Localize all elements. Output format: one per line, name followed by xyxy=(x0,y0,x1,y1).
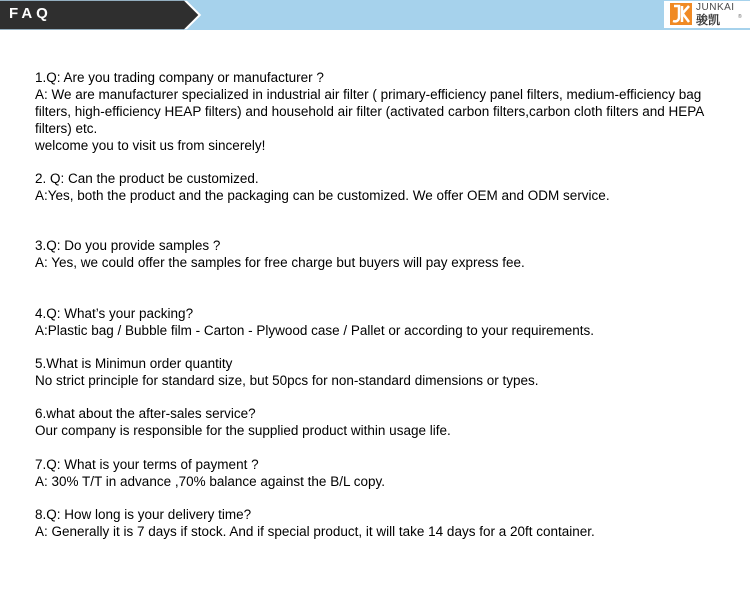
page-title: FAQ xyxy=(9,5,52,22)
faq-answer-6: Our company is responsible for the supplied product within usage life. xyxy=(35,423,451,438)
faq-item-3 xyxy=(35,237,735,271)
faq-answer-3: A: Yes, we could offer the samples for free charge but buyers will pay express fee. xyxy=(35,255,525,270)
faq-question-3: 3.Q: Do you provide samples ? xyxy=(35,238,221,253)
faq-question-8: 8.Q: How long is your delivery time? xyxy=(35,507,252,522)
faq-question-7: 7.Q: What is your terms of payment ? xyxy=(35,457,259,472)
faq-header xyxy=(0,0,750,30)
faq-item-7 xyxy=(35,456,735,490)
faq-answer-1-extra: welcome you to visit us from sincerely! xyxy=(35,138,266,153)
logo-reg-mark: ® xyxy=(738,14,742,20)
faq-answer-7: A: 30% T/T in advance ,70% balance against the B/L copy. xyxy=(35,474,385,489)
faq-item-2 xyxy=(35,170,735,204)
faq-answer-4: A:Plastic bag / Bubble film - Carton - Plywood case / Pallet or according to your requirements. xyxy=(35,323,595,338)
faq-question-1: 1.Q: Are you trading company or manufacturer ? xyxy=(35,70,324,85)
logo-brand-en: JUNKAI xyxy=(696,2,735,13)
faq-answer-5: No strict principle for standard size, but 50pcs for non-standard dimensions or types. xyxy=(35,373,539,388)
faq-question-6: 6.what about the after-sales service? xyxy=(35,406,256,421)
faq-question-2: 2. Q: Can the product be customized. xyxy=(35,171,259,186)
faq-item-4 xyxy=(35,305,735,339)
faq-question-5: 5.What is Minimun order quantity xyxy=(35,356,233,371)
faq-item-5 xyxy=(35,355,735,389)
faq-question-4: 4.Q: What’s your packing? xyxy=(35,306,194,321)
faq-answer-1: A: We are manufacturer specialized in industrial air filter ( primary-efficiency panel filters, medium-efficiency bag filters, high-efficiency HEAP filters) and household air filter (activated carbon filters,carbon cloth filters and HEPA filters) etc. xyxy=(35,87,704,136)
faq-answer-8: A: Generally it is 7 days if stock. And if special product, it will take 14 days for a 20ft container. xyxy=(35,524,595,539)
faq-item-1 xyxy=(35,69,735,154)
brand-logo xyxy=(664,1,750,28)
logo-brand-cn: 骏凯 xyxy=(696,13,721,27)
faq-answer-2: A:Yes, both the product and the packaging can be customized. We offer OEM and ODM service. xyxy=(35,188,610,203)
faq-item-8 xyxy=(35,506,735,540)
logo-mark-icon xyxy=(670,3,692,25)
faq-item-6 xyxy=(35,405,735,439)
